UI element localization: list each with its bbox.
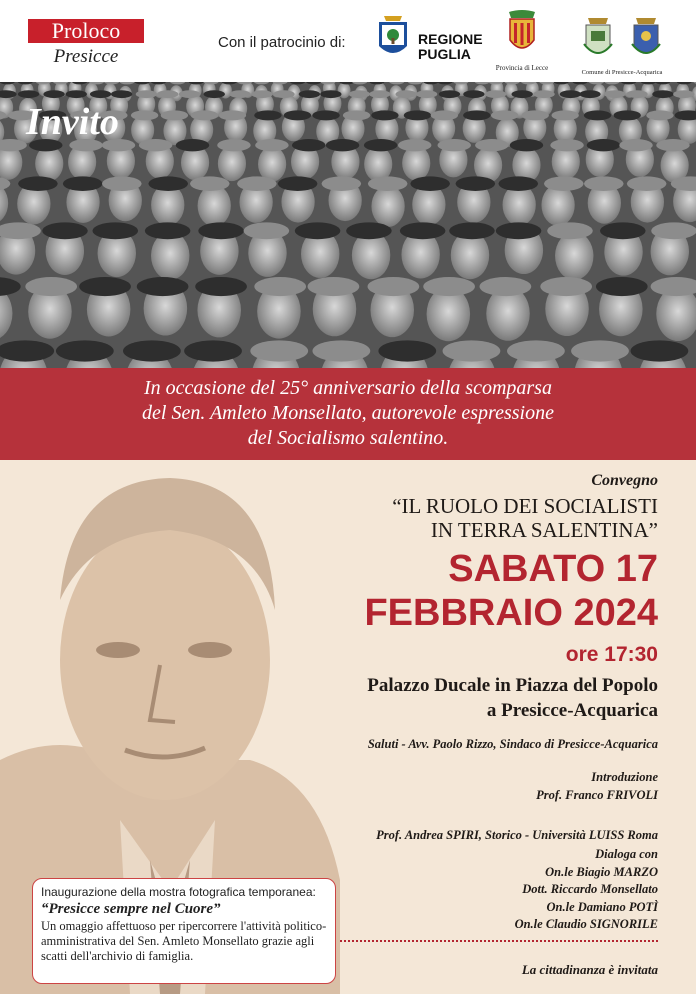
speaker-text: Prof. Andrea SPIRI, Storico - Università LUISS Roma — [376, 828, 658, 842]
closing-text: La cittadinanza è invitata — [521, 962, 658, 977]
event-date-line1: SABATO 17 — [448, 548, 658, 590]
comune-emblem-icon — [582, 14, 614, 64]
comune-shield-icon — [630, 14, 662, 64]
invito-heading: Invito — [26, 101, 119, 143]
saluti-text: Saluti - Avv. Paolo Rizzo, Sindaco di Presicce-Acquarica — [367, 737, 658, 751]
dialoga-item: Dott. Riccardo Monsellato — [522, 882, 658, 896]
introduzione-name: Prof. Franco FRIVOLI — [536, 788, 658, 802]
dialoga-list — [515, 846, 658, 934]
patrocinio-label: Con il patrocinio di: — [218, 34, 346, 51]
dialoga-item: On.le Claudio SIGNORILE — [514, 917, 658, 931]
introduzione-label: Introduzione — [591, 770, 658, 784]
dialoga-item: On.le Damiano POTÌ — [546, 899, 658, 914]
mostra-body: Un omaggio affettuoso per ripercorrere l'attività politico-amministrativa del Sen. Amleto Monsellato grazie agli scatti dell'archivio di famiglia. — [41, 919, 327, 963]
proloco-town: Presicce — [53, 46, 119, 67]
convegno-label: Convegno — [591, 472, 658, 489]
mostra-title: “Presicce sempre nel Cuore” — [41, 901, 221, 917]
dotted-divider — [340, 940, 658, 942]
mostra-box — [32, 878, 336, 984]
event-title-line2: IN TERRA SALENTINA” — [430, 518, 658, 542]
dialoga-item: On.le Biagio MARZO — [545, 864, 658, 879]
dialoga-label: Dialoga con — [595, 847, 658, 861]
mostra-heading: Inaugurazione della mostra fotografica temporanea: — [41, 885, 316, 899]
regione-puglia-logo-icon — [376, 16, 410, 62]
provincia-lecce-emblem-icon — [505, 10, 539, 60]
event-place-line2: a Presicce-Acquarica — [486, 700, 658, 721]
event-place-line1: Palazzo Ducale in Piazza del Popolo — [367, 675, 658, 696]
regione-puglia-label: REGIONE PUGLIA — [418, 31, 483, 62]
event-time: ore 17:30 — [565, 643, 658, 666]
proloco-logo: Proloco — [28, 19, 144, 43]
event-date-line2: FEBBRAIO 2024 — [364, 592, 658, 634]
provincia-lecce-label: Provincia di Lecce — [495, 64, 549, 72]
event-title-line1: “IL RUOLO DEI SOCIALISTI — [392, 494, 658, 518]
comune-label: Comune di Presicce-Acquarica — [581, 69, 663, 76]
header — [0, 0, 696, 82]
band-text: In occasione del 25° anniversario della scomparsa del Sen. Amleto Monsellato, autorevole espressione del Socialismo salentino. — [142, 377, 554, 449]
